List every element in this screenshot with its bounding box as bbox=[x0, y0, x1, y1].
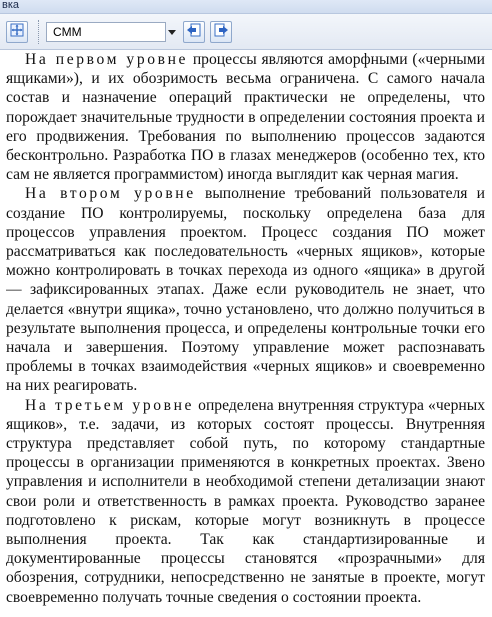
paragraph-level-1 bbox=[6, 50, 485, 184]
document-page bbox=[6, 50, 485, 617]
paragraph-body: процессы являются аморфными («черными ящиками»), и их обозримость весьма ограничена. С самого начала состав и назначение операций практически не определены, что порождает значительные трудности в определении состояния проекта и его продвижения. Требования по выполнению процессов задаются бесконтрольно. Разработка ПО в глазах менеджеров (особенно тех, кто сам не является программистом) иногда выглядит как черная магия. bbox=[6, 51, 485, 184]
paragraph-level-2 bbox=[6, 184, 485, 395]
window-title-bar bbox=[0, 0, 492, 14]
next-page-icon bbox=[213, 22, 229, 43]
toolbar-grip[interactable] bbox=[38, 20, 42, 44]
paragraph-body: определена внутренняя структура «черных ящиков», т.е. задачи, из которых состоят процессы. Внутренняя структура представляет собой путь, по которому стандартные процессы в организации применяются в конкретных проектах. Звено управления и исполнители в необходимой степени детализации знают свои роли и ответственность в рамках проекта. Руководство заранее подготовлено к рискам, которые могут возникнуть в процессе выполнения проекта. Так как стандартизированные и документированные процессы становятся «прозрачными» для обозрения, сотрудники, непосредственно не занятые в проекте, могут своевременно получать точные сведения о состоянии проекта. bbox=[6, 396, 485, 606]
viewer-toolbar bbox=[0, 14, 492, 50]
paragraph-level-3 bbox=[6, 396, 485, 607]
previous-page-icon bbox=[186, 22, 202, 43]
paragraph-body: выполнение требований пользователя и создание ПО контролируемы, поскольку определена база для процессов управления проектом. Процесс создания ПО может рассматриваться как последовательность «черных ящиков», которые можно контролировать в точках перехода из одного «ящика» в другой — зафиксированных этапах. Даже если руководитель не знает, что делается «внутри ящика», точно установлено, что должно получиться в результате выполнения процесса, и определены контрольные точки его начала и завершения. Поэтому управление может распознавать проблемы в точках взаимодействия «черных ящиков» и своевременно на них реагировать. bbox=[6, 185, 485, 395]
chevron-down-icon bbox=[168, 23, 176, 41]
next-page-button[interactable] bbox=[210, 21, 232, 43]
model-select-value: CMM bbox=[53, 25, 82, 39]
paragraph-lead: На первом уровне bbox=[25, 51, 189, 68]
model-select[interactable] bbox=[46, 22, 166, 42]
paragraph-lead: На втором уровне bbox=[25, 185, 196, 203]
paragraph-lead: На третьем уровне bbox=[25, 396, 195, 414]
window-title: вка bbox=[2, 0, 20, 11]
fit-page-button[interactable] bbox=[6, 21, 28, 43]
previous-page-button[interactable] bbox=[183, 21, 205, 43]
model-select-dropdown[interactable] bbox=[166, 22, 178, 42]
fit-page-icon bbox=[9, 22, 25, 43]
